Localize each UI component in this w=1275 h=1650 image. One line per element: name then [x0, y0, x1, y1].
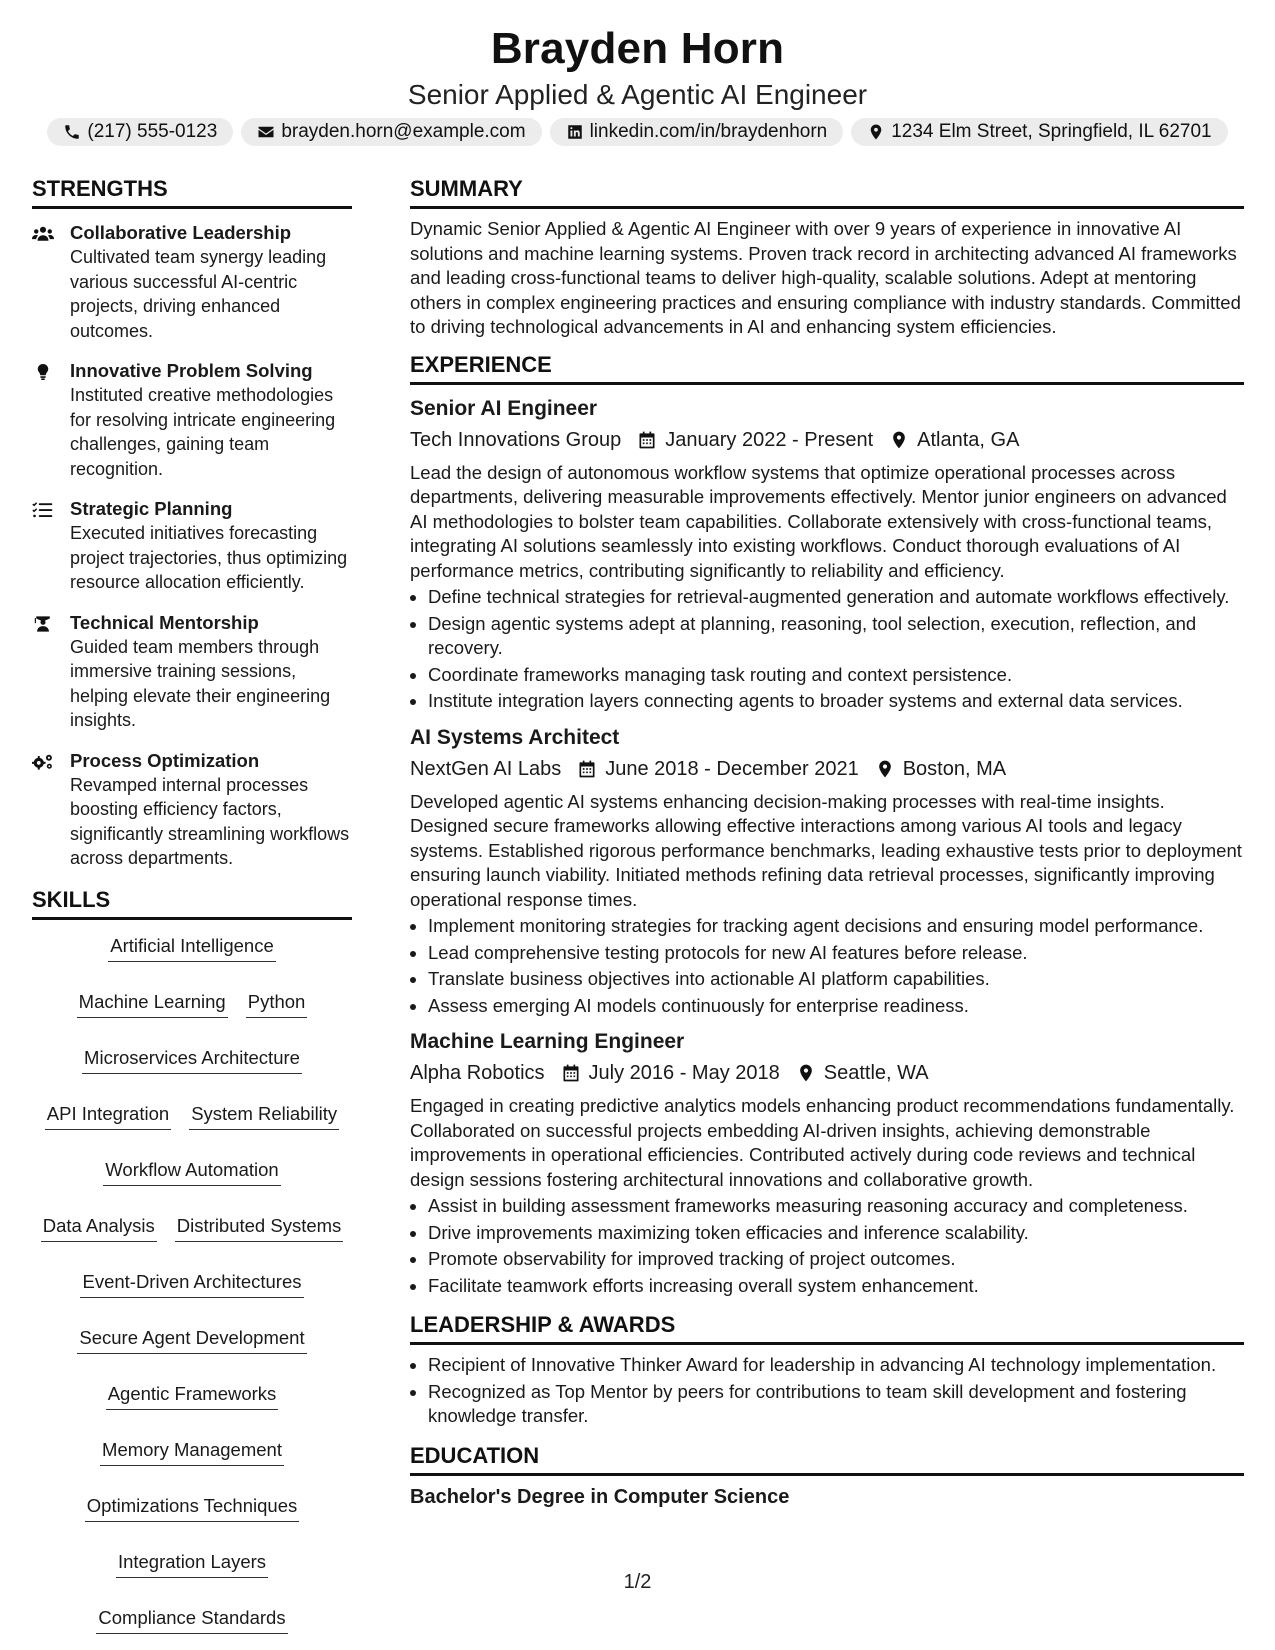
map-pin-icon [867, 123, 885, 141]
job-description: Lead the design of autonomous workflow systems that optimize operational processes across departments, delivering measurable improvements effectively. Mentor junior engineers on advanced AI methodologies to bolster team capabilities. Collaborate extensively with cross-functional teams, integrating AI solutions seamlessly into existing workflows. Conduct thorough evaluations of AI performance metrics, contributing significantly to reliability and efficiency. [410, 461, 1227, 581]
awards-list [410, 1353, 1244, 1429]
bullet-item: • Define technical strategies for retrieval-augmented generation and automate workflows effectively. [428, 585, 1244, 610]
job-title: Senior AI Engineer [410, 396, 598, 420]
job-title: Machine Learning Engineer [410, 1030, 685, 1053]
strength-item [32, 611, 352, 733]
award-item: • Recognized as Top Mentor by peers for contributions to team skill development and fostering knowledge transfer. [428, 1380, 1244, 1429]
teacher-icon [32, 614, 54, 634]
strength-title: Technical Mentorship [70, 611, 259, 633]
job-description: Engaged in creating predictive analytics models enhancing product recommendations fundamentally. Collaborated on successful projects embedding AI-driven insights, achieving demonstrable improvements in operational efficiencies. Contributed actively during code reviews and technical design sessions fostering architectural innovations and collaborative growth. [410, 1095, 1235, 1190]
bullet-item: • Assess emerging AI models continuously for enterprise readiness. [428, 994, 1244, 1019]
strength-title: Collaborative Leadership [70, 222, 292, 243]
lightbulb-icon [32, 362, 54, 382]
contact-address-text: 1234 Elm Street, Springfield, IL 62701 [891, 121, 1212, 142]
job-location: Atlanta, GA [917, 428, 1020, 451]
skill-tag: Optimizations Techniques [85, 1494, 299, 1522]
job-meta [410, 755, 1244, 783]
job-bullets [410, 1194, 1244, 1298]
job-entry [410, 395, 1244, 714]
skill-tag: Artificial Intelligence [108, 934, 276, 962]
strength-desc: Cultivated team synergy leading various successful AI-centric projects, driving enhanced outcomes. [70, 247, 327, 341]
contact-linkedin-text: linkedin.com/in/braydenhorn [589, 121, 828, 142]
bullet-item: • Drive improvements maximizing token efficacies and inference scalability. [428, 1221, 1244, 1246]
bullet-item: • Assist in building assessment frameworks measuring reasoning accuracy and completeness. [428, 1194, 1244, 1219]
bullet-item: • Facilitate teamwork efforts increasing overall system enhancement. [428, 1274, 1244, 1299]
experience-heading: EXPERIENCE [410, 352, 1244, 385]
strength-desc: Instituted creative methodologies for resolving intricate engineering challenges, gaining team recognition. [70, 385, 336, 479]
bullet-item: • Coordinate frameworks managing task routing and context persistence. [428, 663, 1244, 688]
skill-tag: API Integration [45, 1102, 171, 1130]
linkedin-icon [566, 123, 584, 141]
education-degree: Bachelor's Degree in Computer Science [410, 1485, 790, 1508]
skill-tag: Data Analysis [41, 1214, 157, 1242]
calendar-icon [561, 1063, 581, 1083]
education-heading: EDUCATION [410, 1443, 1244, 1476]
job-description: Developed agentic AI systems enhancing decision-making processes with real-time insights. Designed secure frameworks allowing effective interactions among various AI tools and legacy systems. Established rigorous performance benchmarks, leading exhaustive tests prior to deployment ensuring launch viability. Initiated methods refining data retrieval processes, significantly improving operational response times. [410, 790, 1242, 910]
job-dates: January 2022 - Present [665, 428, 874, 451]
contact-bar [0, 118, 1275, 146]
summary-heading: SUMMARY [410, 176, 1244, 209]
skill-tag: Machine Learning [77, 990, 228, 1018]
map-pin-icon [889, 430, 909, 450]
job-entry [410, 1028, 1244, 1298]
award-item: • Recipient of Innovative Thinker Award for leadership in advancing AI technology implementation. [428, 1353, 1244, 1378]
job-title: AI Systems Architect [410, 725, 620, 749]
strength-item [32, 749, 352, 871]
calendar-icon [577, 759, 597, 779]
skill-tag: Event-Driven Architectures [80, 1270, 303, 1298]
phone-icon [63, 123, 81, 141]
strengths-heading: STRENGTHS [32, 176, 352, 209]
strength-title: Strategic Planning [70, 498, 233, 519]
awards-heading: LEADERSHIP & AWARDS [410, 1312, 1244, 1345]
page-number: 1/2 [623, 1571, 652, 1593]
strength-item [32, 359, 352, 481]
skill-tag: Compliance Standards [96, 1606, 287, 1634]
skill-tag: System Reliability [189, 1102, 339, 1130]
job-entry [410, 724, 1244, 1019]
contact-email-text: brayden.horn@example.com [281, 121, 526, 142]
bullet-item: • Lead comprehensive testing protocols for new AI features before release. [428, 941, 1244, 966]
job-meta [410, 1059, 1244, 1087]
bullet-item: • Design agentic systems adept at planning, reasoning, tool selection, execution, reflection, and recovery. [428, 612, 1244, 661]
users-icon [32, 224, 54, 244]
right-column [410, 176, 1244, 1510]
contact-address [851, 118, 1227, 146]
skill-tag: Agentic Frameworks [106, 1382, 279, 1410]
skill-tag: Integration Layers [116, 1550, 268, 1578]
strength-title: Process Optimization [70, 749, 260, 771]
strength-desc: Executed initiatives forecasting project trajectories, thus optimizing resource allocation efficiently. [70, 523, 348, 592]
job-location: Boston, MA [902, 757, 1007, 780]
gears-icon [32, 752, 54, 772]
job-meta [410, 426, 1244, 454]
job-dates: July 2016 - May 2018 [588, 1062, 780, 1084]
strength-title: Innovative Problem Solving [70, 360, 313, 381]
job-dates: June 2018 - December 2021 [605, 757, 859, 780]
skill-tag: Workflow Automation [103, 1158, 280, 1186]
task-list-icon [32, 500, 54, 520]
job-company: Alpha Robotics [410, 1062, 545, 1084]
map-pin-icon [875, 759, 895, 779]
skill-tag: Microservices Architecture [82, 1046, 302, 1074]
resume-header [0, 22, 1275, 146]
skill-tag: Memory Management [100, 1438, 284, 1466]
job-company: NextGen AI Labs [410, 757, 562, 780]
strength-item [32, 221, 352, 343]
strength-desc: Revamped internal processes boosting efficiency factors, significantly streamlining workflows across departments. [70, 774, 350, 868]
strength-desc: Guided team members through immersive training sessions, helping elevate their engineering insights. [70, 636, 331, 730]
candidate-title: Senior Applied & Agentic AI Engineer [407, 79, 868, 110]
skills-list [32, 934, 352, 1634]
bullet-item: • Translate business objectives into actionable AI platform capabilities. [428, 967, 1244, 992]
map-pin-icon [796, 1063, 816, 1083]
bullet-item: • Institute integration layers connecting agents to broader systems and external data services. [428, 689, 1244, 714]
strengths-list [32, 221, 352, 871]
bullet-item: • Implement monitoring strategies for tracking agent decisions and ensuring model performance. [428, 914, 1244, 939]
skills-heading: SKILLS [32, 887, 352, 920]
bullet-item: • Promote observability for improved tracking of project outcomes. [428, 1247, 1244, 1272]
contact-phone-text: (217) 555-0123 [87, 121, 218, 142]
job-bullets [410, 914, 1244, 1018]
skill-tag: Secure Agent Development [77, 1326, 306, 1354]
contact-linkedin[interactable] [550, 118, 844, 146]
skill-tag: Distributed Systems [175, 1214, 344, 1242]
job-location: Seattle, WA [823, 1062, 929, 1084]
calendar-icon [637, 430, 657, 450]
job-company: Tech Innovations Group [410, 428, 622, 451]
strength-item [32, 497, 352, 595]
contact-phone[interactable] [47, 118, 233, 146]
job-bullets [410, 585, 1244, 714]
envelope-icon [257, 123, 275, 141]
skill-tag: Python [246, 990, 308, 1018]
summary-text: Dynamic Senior Applied & Agentic AI Engineer with over 9 years of experience in innovative AI solutions and machine learning systems. Proven track record in architecting advanced AI frameworks and leading cross-functional teams to deliver high-quality, scalable solutions. Adept at mentoring others in complex engineering practices and ensuring compliance with industry standards. Committed to driving technological advancements in AI and enhancing system efficiencies. [410, 218, 1241, 337]
left-column [32, 176, 352, 1634]
candidate-name: Brayden Horn [490, 24, 785, 73]
contact-email[interactable] [241, 118, 541, 146]
